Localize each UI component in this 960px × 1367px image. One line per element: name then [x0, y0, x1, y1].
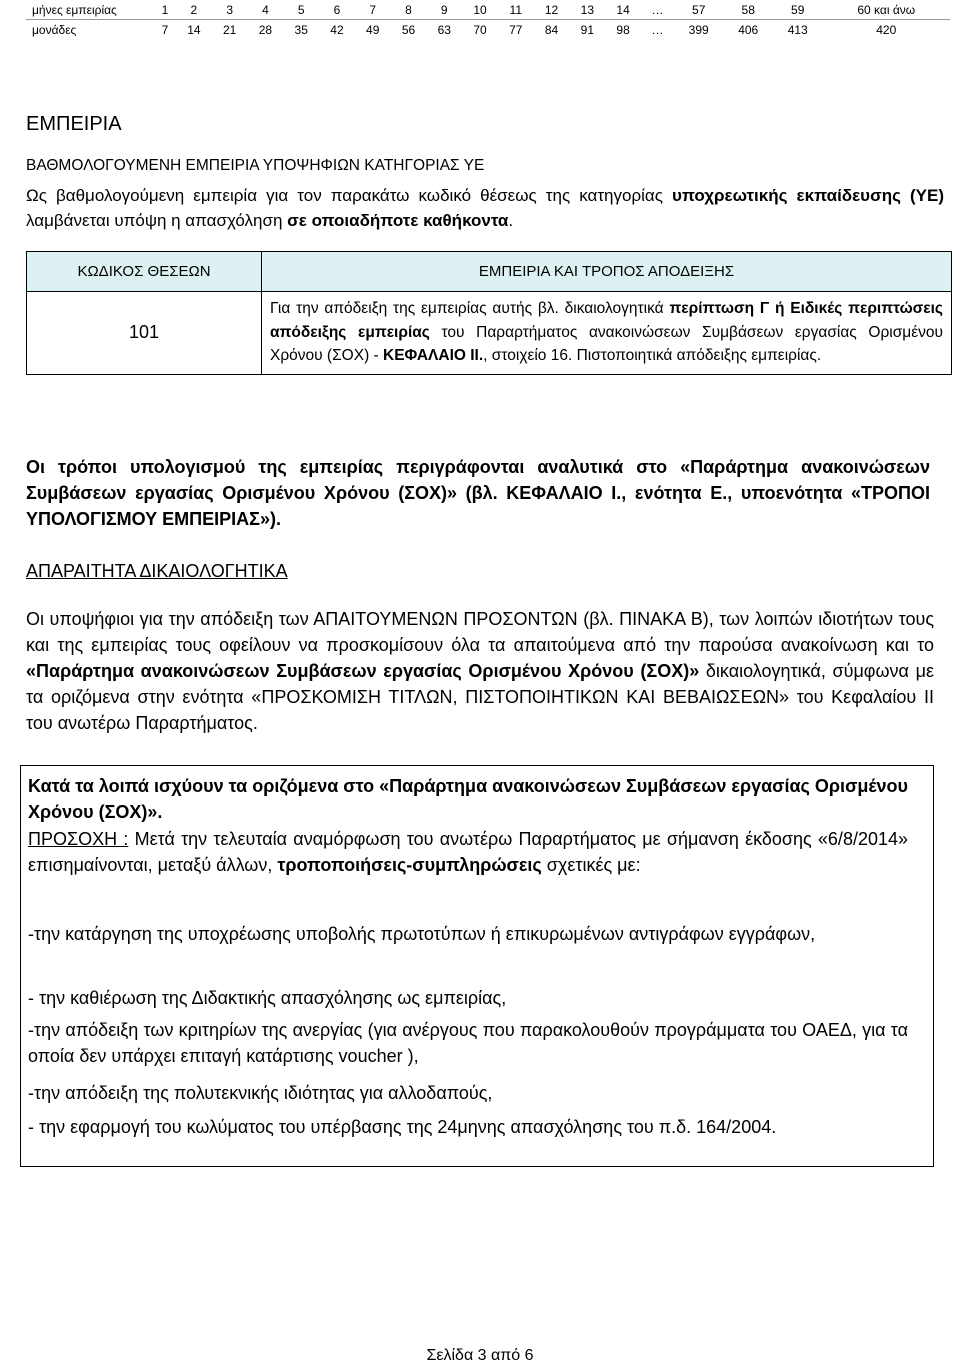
list-item: -την κατάργηση της υποχρέωσης υποβολής πρωτοτύπων ή επικυρωμένων αντιγράφων εγγράφων,: [28, 924, 816, 944]
points-cell: 399: [688, 22, 709, 37]
positions-table: [26, 251, 952, 375]
header-experience: ΕΜΠΕΙΡΙΑ ΚΑΙ ΤΡΟΠΟΣ ΑΠΟΔΕΙΞΗΣ: [262, 252, 952, 292]
list-item: -την απόδειξη της πολυτεκνικής ιδιότητας για αλλοδαπούς,: [28, 1083, 493, 1103]
months-cell: 1: [154, 0, 176, 20]
points-cell: 420: [876, 22, 897, 37]
notice-heading: Κατά τα λοιπά ισχύουν τα οριζόμενα στο «Παράρτημα ανακοινώσεων Συμβάσεων εργασίας Ορισμένου Χρόνου (ΣΟΧ)».: [28, 776, 908, 822]
points-row: [26, 20, 950, 40]
months-cell: 13: [569, 0, 605, 20]
months-cell: 5: [283, 0, 319, 20]
months-cell: 7: [355, 0, 391, 20]
points-cell: 42: [330, 22, 344, 37]
desc-bold-1: περίπτωση Γ ή Ειδικές περιπτώσεις απόδειξης εμπειρίας: [270, 300, 943, 341]
points-cell: 14: [187, 22, 201, 37]
required-documents-heading: ΑΠΑΡΑΙΤΗΤΑ ΔΙΚΑΙΟΛΟΓΗΤΙΚΑ: [26, 561, 288, 581]
points-row-label: μονάδες: [32, 22, 77, 37]
months-row: [26, 0, 950, 20]
req-text-2: δικαιολογητικά, σύμφωνα με τα οριζόμενα στην ενότητα «ΠΡΟΣΚΟΜΙΣΗ ΤΙΤΛΩΝ, ΠΙΣΤΟΠΟΙΗΤΙΚΩΝ ΚΑΙ ΒΕΒΑΙΩΣΕΩΝ» του Κεφαλαίου ΙΙ του ανωτέρω Παραρτήματος.: [26, 661, 934, 733]
months-cell: 59: [773, 0, 823, 20]
months-cell: 9: [426, 0, 462, 20]
months-cell: 60 και άνω: [822, 0, 950, 20]
req-text-1: Οι υποψήφιοι για την απόδειξη των ΑΠΑΙΤΟΥΜΕΝΩΝ ΠΡΟΣΟΝΤΩΝ (βλ. ΠΙΝΑΚΑ Β), των λοιπών ιδιοτήτων τους και της εμπειρίας τους οφείλουν να προσκομίσουν όλα τα απαιτούμενα από την παρούσα ανακοίνωση και το: [26, 609, 934, 655]
points-cell: 70: [473, 22, 487, 37]
attention-label: ΠΡΟΣΟΧΗ :: [28, 829, 129, 849]
positions-row: [27, 292, 952, 375]
months-cell: 8: [391, 0, 427, 20]
months-cell: 2: [176, 0, 212, 20]
points-cell: 98: [616, 22, 630, 37]
months-cell: 11: [498, 0, 534, 20]
points-cell: 91: [580, 22, 594, 37]
list-item: - την καθιέρωση της Διδακτικής απασχόλησης ως εμπειρίας,: [28, 988, 507, 1008]
points-cell: 35: [294, 22, 308, 37]
desc-bold-2: ΚΕΦΑΛΑΙΟ ΙΙ.: [383, 347, 484, 364]
desc-text-2: του Παραρτήματος ανακοινώσεων Συμβάσεων εργασίας Ορισμένου Χρόνου (ΣΟΧ) -: [270, 323, 943, 364]
months-cell: 14: [605, 0, 641, 20]
months-cell: 3: [212, 0, 248, 20]
note-text-1: Μετά την τελευταία αναμόρφωση του ανωτέρω Παραρτήματος με σήμανση έκδοσης «6/8/2014» επισημαίνονται, μεταξύ άλλων,: [28, 829, 909, 875]
experience-description: [262, 292, 952, 375]
attention-note: [28, 826, 908, 878]
points-cell: 77: [509, 22, 523, 37]
notice-box: [20, 765, 934, 1167]
points-cell: 28: [258, 22, 273, 37]
months-cell: 57: [674, 0, 724, 20]
note-text-2: σχετικές με:: [541, 855, 641, 875]
calculation-paragraph: Οι τρόποι υπολογισμού της εμπειρίας περιγράφονται αναλυτικά στο «Παράρτημα ανακοινώσεων Συμβάσεων εργασίας Ορισμένου Χρόνου (ΣΟΧ)» (βλ. ΚΕΦΑΛΑΙΟ Ι., ενότητα Ε., υποενότητα «ΤΡΟΠΟΙ ΥΠΟΛΟΓΙΣΜΟΥ ΕΜΠΕΙΡΙΑΣ»).: [26, 457, 930, 529]
months-cell: 58: [723, 0, 773, 20]
intro-bold-2: σε οποιαδήποτε καθήκοντα: [287, 211, 509, 230]
intro-text-2: λαμβάνεται υπόψη η απασχόληση: [26, 211, 288, 230]
months-cell: 12: [534, 0, 570, 20]
months-cell: 4: [248, 0, 284, 20]
points-cell: …: [651, 22, 664, 37]
positions-header-row: [27, 252, 952, 292]
months-cell: 6: [319, 0, 355, 20]
points-cell: 21: [222, 22, 237, 37]
intro-text-1: Ως βαθμολογούμενη εμπειρία για τον παρακάτω κωδικό θέσεως της κατηγορίας: [26, 186, 672, 205]
experience-points-table: [26, 0, 950, 39]
header-position-code: ΚΩΔΙΚΟΣ ΘΕΣΕΩΝ: [27, 252, 262, 292]
points-cell: 63: [437, 22, 451, 37]
required-documents-paragraph: [26, 606, 934, 736]
months-cell: 10: [462, 0, 498, 20]
points-cell: 7: [161, 22, 169, 37]
points-cell: 56: [401, 22, 416, 37]
points-cell: 406: [738, 22, 759, 37]
points-cell: 84: [544, 22, 559, 37]
months-row-label: μήνες εμπειρίας: [26, 0, 154, 20]
desc-text-1: Για την απόδειξη της εμπειρίας αυτής βλ. δικαιολογητικά: [270, 300, 670, 317]
experience-heading: ΕΜΠΕΙΡΙΑ: [26, 113, 122, 135]
req-bold-1: «Παράρτημα ανακοινώσεων Συμβάσεων εργασίας Ορισμένου Χρόνου (ΣΟΧ)»: [26, 661, 700, 681]
list-item: -την απόδειξη των κριτηρίων της ανεργίας (για ανέργους που παρακολουθούν προγράμματα του ΟΑΕΔ, για τα οποία δεν υπάρχει επιταγή κατάρτισης voucher ),: [28, 1020, 908, 1066]
experience-subheading: ΒΑΘΜΟΛΟΓΟΥΜΕΝΗ ΕΜΠΕΙΡΙΑ ΥΠΟΨΗΦΙΩΝ ΚΑΤΗΓΟΡΙΑΣ ΥΕ: [26, 157, 485, 174]
note-bold-1: τροποποιήσεις-συμπληρώσεις: [277, 855, 542, 875]
points-cell: 49: [366, 22, 380, 37]
months-cell: …: [641, 0, 674, 20]
position-code: 101: [27, 292, 262, 375]
intro-bold-1: υποχρεωτικής εκπαίδευσης (ΥΕ): [671, 186, 944, 205]
page-number: Σελίδα 3 από 6: [426, 1347, 534, 1364]
list-item: - την εφαρμογή του κωλύματος του υπέρβασης της 24μηνης απασχόλησης του π.δ. 164/2004.: [28, 1117, 777, 1137]
points-cell: 413: [787, 22, 808, 37]
desc-text-3: , στοιχείο 16. Πιστοποιητικά απόδειξης εμπειρίας.: [483, 347, 822, 364]
intro-paragraph: [26, 183, 944, 233]
intro-text-3: .: [508, 211, 514, 230]
